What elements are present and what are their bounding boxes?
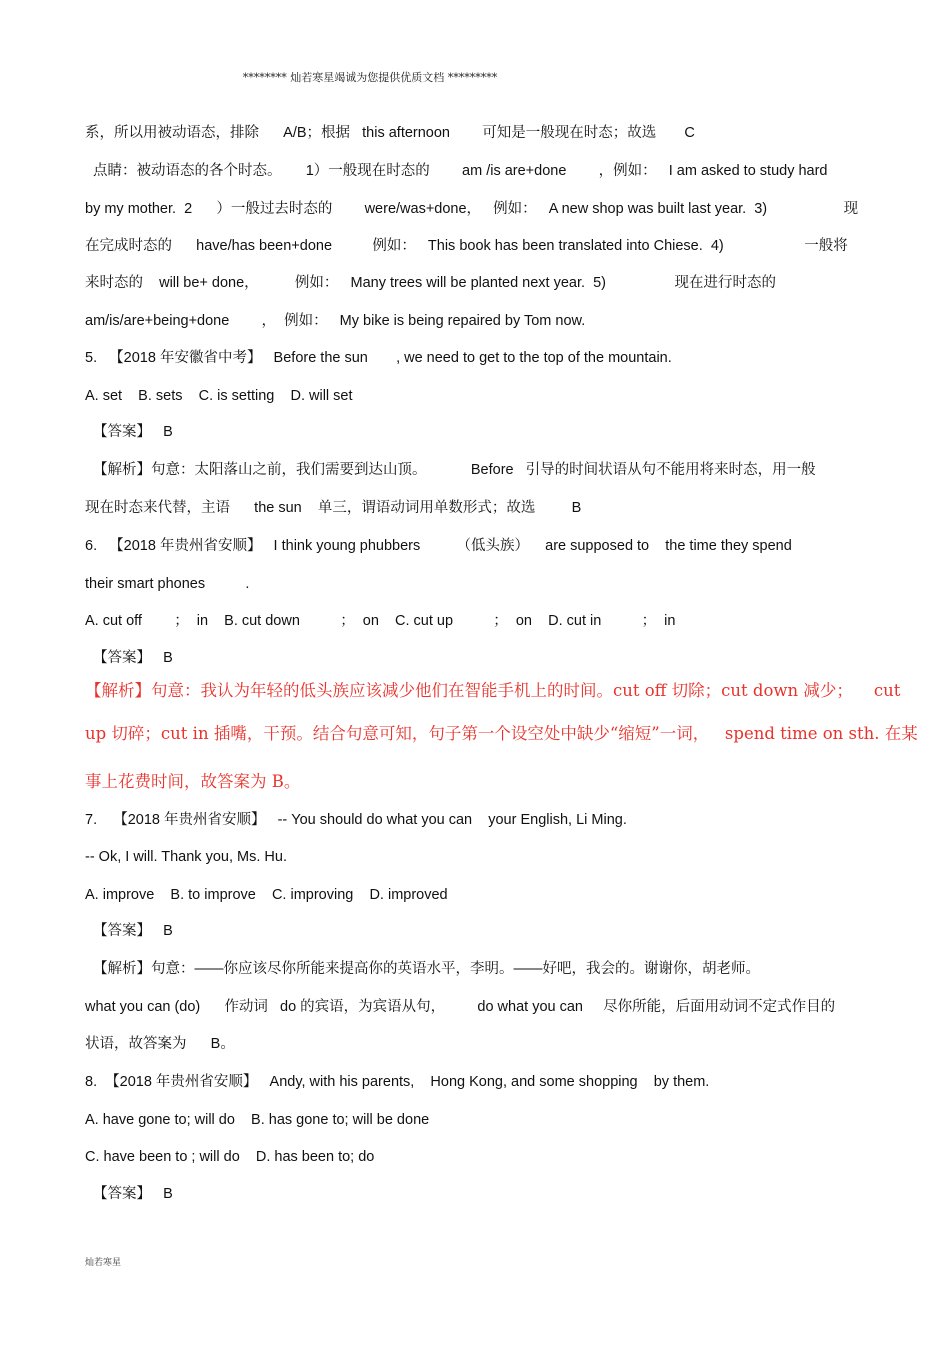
question-5-explanation: 【解析】句意：太阳落山之前，我们需要到达山顶。 Before 引导的时间状语从句不能用将来时态，用一般 [85, 462, 816, 478]
text-line: 点睛：被动语态的各个时态。 1）一般现在时态的 am /is are+done ，例如： I am asked to study hard [85, 163, 828, 179]
text-line: 来时态的 will be+ done， 例如： Many trees will be planted next year. 5) 现在进行时态的 [85, 275, 776, 291]
question-6: 6. 【2018 年贵州省安顺】 I think young phubbers （低头族） are supposed to the time they spend [85, 538, 792, 554]
question-7-options: A. improve B. to improve C. improving D. improved [85, 887, 448, 903]
question-6: their smart phones . [85, 576, 250, 592]
question-5-options: A. set B. sets C. is setting D. will set [85, 388, 353, 404]
question-6-explanation: 事上花费时间，故答案为 B。 [85, 772, 301, 791]
question-6-answer: 【答案】 B [85, 650, 173, 666]
question-7-explanation: 状语，故答案为 B。 [85, 1036, 235, 1052]
page-footer: 灿若寒星 [85, 1258, 122, 1268]
page-header: ******** 灿若寒星竭诚为您提供优质文档 ********* [242, 71, 498, 84]
question-7-explanation: what you can (do) 作动词 do 的宾语，为宾语从句， do what you can 尽你所能，后面用动词不定式作目的 [85, 999, 836, 1015]
question-6-explanation: 【解析】句意：我认为年轻的低头族应该减少他们在智能手机上的时间。cut off 切除；cut down 减少； cut [85, 681, 901, 700]
question-5-answer: 【答案】 B [85, 424, 173, 440]
question-5-explanation: 现在时态来代替，主语 the sun 单三，谓语动词用单数形式；故选 B [85, 500, 582, 516]
question-8: 8. 【2018 年贵州省安顺】 Andy, with his parents, Hong Kong, and some shopping by them. [85, 1074, 710, 1090]
question-5: 5. 【2018 年安徽省中考】 Before the sun , we need to get to the top of the mountain. [85, 350, 672, 366]
question-7: 7. 【2018 年贵州省安顺】 -- You should do what you can your English, Li Ming. [85, 812, 627, 828]
question-8-options: C. have been to ; will do D. has been to; do [85, 1149, 375, 1165]
question-7: -- Ok, I will. Thank you, Ms. Hu. [85, 849, 287, 865]
question-7-answer: 【答案】 B [85, 923, 173, 939]
text-line: 系，所以用被动语态，排除 A/B；根据 this afternoon 可知是一般现在时态；故选 C [85, 125, 695, 141]
question-6-explanation: up 切碎；cut in 插嘴，干预。结合句意可知，句子第一个设空处中缺少“缩短”一词， spend time on sth. 在某 [85, 724, 918, 743]
question-8-options: A. have gone to; will do B. has gone to; will be done [85, 1112, 430, 1128]
question-7-explanation: 【解析】句意：——你应该尽你所能来提高你的英语水平，李明。——好吧，我会的。谢谢你，胡老师。 [85, 961, 761, 977]
text-line: am/is/are+being+done ， 例如： My bike is being repaired by Tom now. [85, 313, 586, 329]
text-line: 在完成时态的 have/has been+done 例如： This book has been translated into Chiese. 4) 一般将 [85, 238, 848, 254]
question-8-answer: 【答案】 B [85, 1186, 173, 1202]
question-6-options: A. cut off ； in B. cut down ； on C. cut up ； on D. cut in ； in [85, 613, 676, 629]
text-line: by my mother. 2 ）一般过去时态的 were/was+done， 例如： A new shop was built last year. 3) 现 [85, 201, 859, 217]
